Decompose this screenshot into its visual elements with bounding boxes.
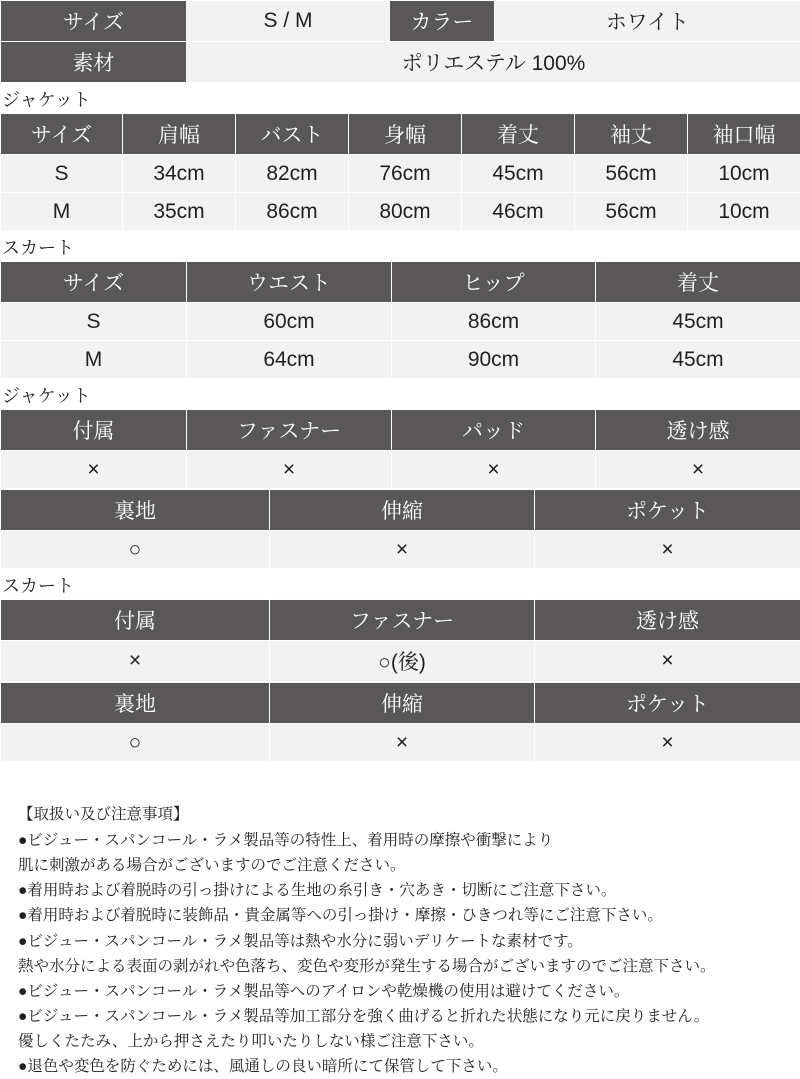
col-header: 透け感: [596, 410, 800, 451]
col-header: ファスナー: [270, 600, 535, 641]
cell: 10cm: [688, 155, 800, 193]
cell: M: [1, 341, 187, 379]
cell: ×: [535, 641, 800, 682]
table-row: [1, 451, 800, 489]
cell: 46cm: [462, 193, 575, 231]
cell: 45cm: [462, 155, 575, 193]
cell: 60cm: [187, 303, 392, 341]
cell: M: [1, 193, 123, 231]
cell: 34cm: [123, 155, 236, 193]
col-header: 付属: [1, 600, 270, 641]
col-header: ウエスト: [187, 262, 392, 303]
cell: ×: [1, 641, 270, 682]
cell-size-value: S / M: [187, 1, 390, 42]
cell: ×: [392, 451, 596, 489]
skirt-measurement-table-wrap: [0, 261, 800, 379]
care-note-line: 肌に刺激がある場合がございますのでご注意ください。: [18, 853, 786, 878]
section-label-jacket-measurements: ジャケット: [0, 83, 800, 113]
col-header: 袖丈: [575, 114, 688, 155]
care-notes: [0, 802, 800, 1079]
care-note-line: 優しくたたみ、上から押さえたり叩いたりしない様ご注意下さい。: [18, 1029, 786, 1054]
col-header: 着丈: [462, 114, 575, 155]
cell: 76cm: [349, 155, 462, 193]
cell: 82cm: [236, 155, 349, 193]
top-spec-table: [0, 0, 800, 83]
col-header: ポケット: [535, 683, 800, 724]
care-note-line: 熱や水分による表面の剥がれや色落ち、変色や変形が発生する場合がございますのでご注意下さい。: [18, 954, 786, 979]
table-row: [1, 303, 800, 341]
cell: 64cm: [187, 341, 392, 379]
care-note-line: ●ビジュー・スパンコール・ラメ製品等の特性上、着用時の摩擦や衝撃により: [18, 828, 786, 853]
care-note-line: ●ビジュー・スパンコール・ラメ製品等へのアイロンや乾燥機の使用は避けてください。: [18, 979, 786, 1004]
table-header-row: [1, 683, 800, 724]
col-header: ポケット: [535, 490, 800, 531]
section-label-jacket-details: ジャケット: [0, 379, 800, 409]
table-row: [1, 724, 800, 762]
col-header: 裏地: [1, 490, 270, 531]
col-header: パッド: [392, 410, 596, 451]
cell: ○: [1, 724, 270, 762]
skirt-detail-table-b: [0, 682, 800, 762]
jacket-detail-table-b: [0, 489, 800, 569]
cell: 45cm: [596, 303, 800, 341]
table-row: [1, 531, 800, 569]
cell: S: [1, 155, 123, 193]
cell: ○: [1, 531, 270, 569]
cell: ×: [596, 451, 800, 489]
table-row: [1, 341, 800, 379]
cell: 80cm: [349, 193, 462, 231]
col-header: 伸縮: [270, 490, 535, 531]
cell: 56cm: [575, 155, 688, 193]
section-label-skirt-measurements: スカート: [0, 231, 800, 261]
col-header: 身幅: [349, 114, 462, 155]
cell: ×: [187, 451, 392, 489]
care-note-line: ●退色や変色を防ぐためには、風通しの良い暗所にて保管して下さい。: [18, 1054, 786, 1079]
col-header: サイズ: [1, 262, 187, 303]
table-header-row: [1, 600, 800, 641]
table-row: [1, 193, 800, 231]
col-header: 付属: [1, 410, 187, 451]
col-header: ファスナー: [187, 410, 392, 451]
cell-material-value: ポリエステル 100%: [187, 42, 800, 83]
cell: 90cm: [392, 341, 596, 379]
cell-size-label: サイズ: [1, 1, 187, 42]
col-header: 透け感: [535, 600, 800, 641]
skirt-measurement-table: [0, 261, 800, 379]
cell: 86cm: [236, 193, 349, 231]
cell-color-value: ホワイト: [495, 1, 800, 42]
cell: 35cm: [123, 193, 236, 231]
col-header: 着丈: [596, 262, 800, 303]
col-header: 伸縮: [270, 683, 535, 724]
table-header-row: [1, 262, 800, 303]
table-header-row: [1, 114, 800, 155]
table-row: [1, 1, 800, 42]
table-row: [1, 155, 800, 193]
care-note-line: ●ビジュー・スパンコール・ラメ製品等は熱や水分に弱いデリケートな素材です。: [18, 929, 786, 954]
cell: ×: [1, 451, 187, 489]
jacket-measurement-table: [0, 113, 800, 231]
skirt-detail-table-a: [0, 599, 800, 682]
section-label-skirt-details: スカート: [0, 569, 800, 599]
table-header-row: [1, 410, 800, 451]
table-header-row: [1, 490, 800, 531]
col-header: バスト: [236, 114, 349, 155]
cell: ×: [270, 531, 535, 569]
col-header: サイズ: [1, 114, 123, 155]
cell: 56cm: [575, 193, 688, 231]
cell: ×: [535, 724, 800, 762]
col-header: 肩幅: [123, 114, 236, 155]
cell: 10cm: [688, 193, 800, 231]
col-header: 裏地: [1, 683, 270, 724]
cell: 45cm: [596, 341, 800, 379]
cell-material-label: 素材: [1, 42, 187, 83]
cell-color-label: カラー: [390, 1, 495, 42]
cell: ×: [535, 531, 800, 569]
top-spec-table-wrap: [0, 0, 800, 83]
skirt-detail-table-wrap: [0, 599, 800, 762]
jacket-detail-table-a: [0, 409, 800, 489]
care-note-line: ●着用時および着脱時の引っ掛けによる生地の糸引き・穴あき・切断にご注意下さい。: [18, 878, 786, 903]
jacket-measurement-table-wrap: [0, 113, 800, 231]
care-notes-title: 【取扱い及び注意事項】: [18, 802, 786, 827]
cell: 86cm: [392, 303, 596, 341]
cell: ×: [270, 724, 535, 762]
cell: S: [1, 303, 187, 341]
care-note-line: ●ビジュー・スパンコール・ラメ製品等加工部分を強く曲げると折れた状態になり元に戻りません。: [18, 1004, 786, 1029]
jacket-detail-table-wrap: [0, 409, 800, 569]
col-header: 袖口幅: [688, 114, 800, 155]
table-row: [1, 641, 800, 682]
care-note-line: ●着用時および着脱時に装飾品・貴金属等への引っ掛け・摩擦・ひきつれ等にご注意下さい。: [18, 903, 786, 928]
cell: ○(後): [270, 641, 535, 682]
col-header: ヒップ: [392, 262, 596, 303]
table-row: [1, 42, 800, 83]
